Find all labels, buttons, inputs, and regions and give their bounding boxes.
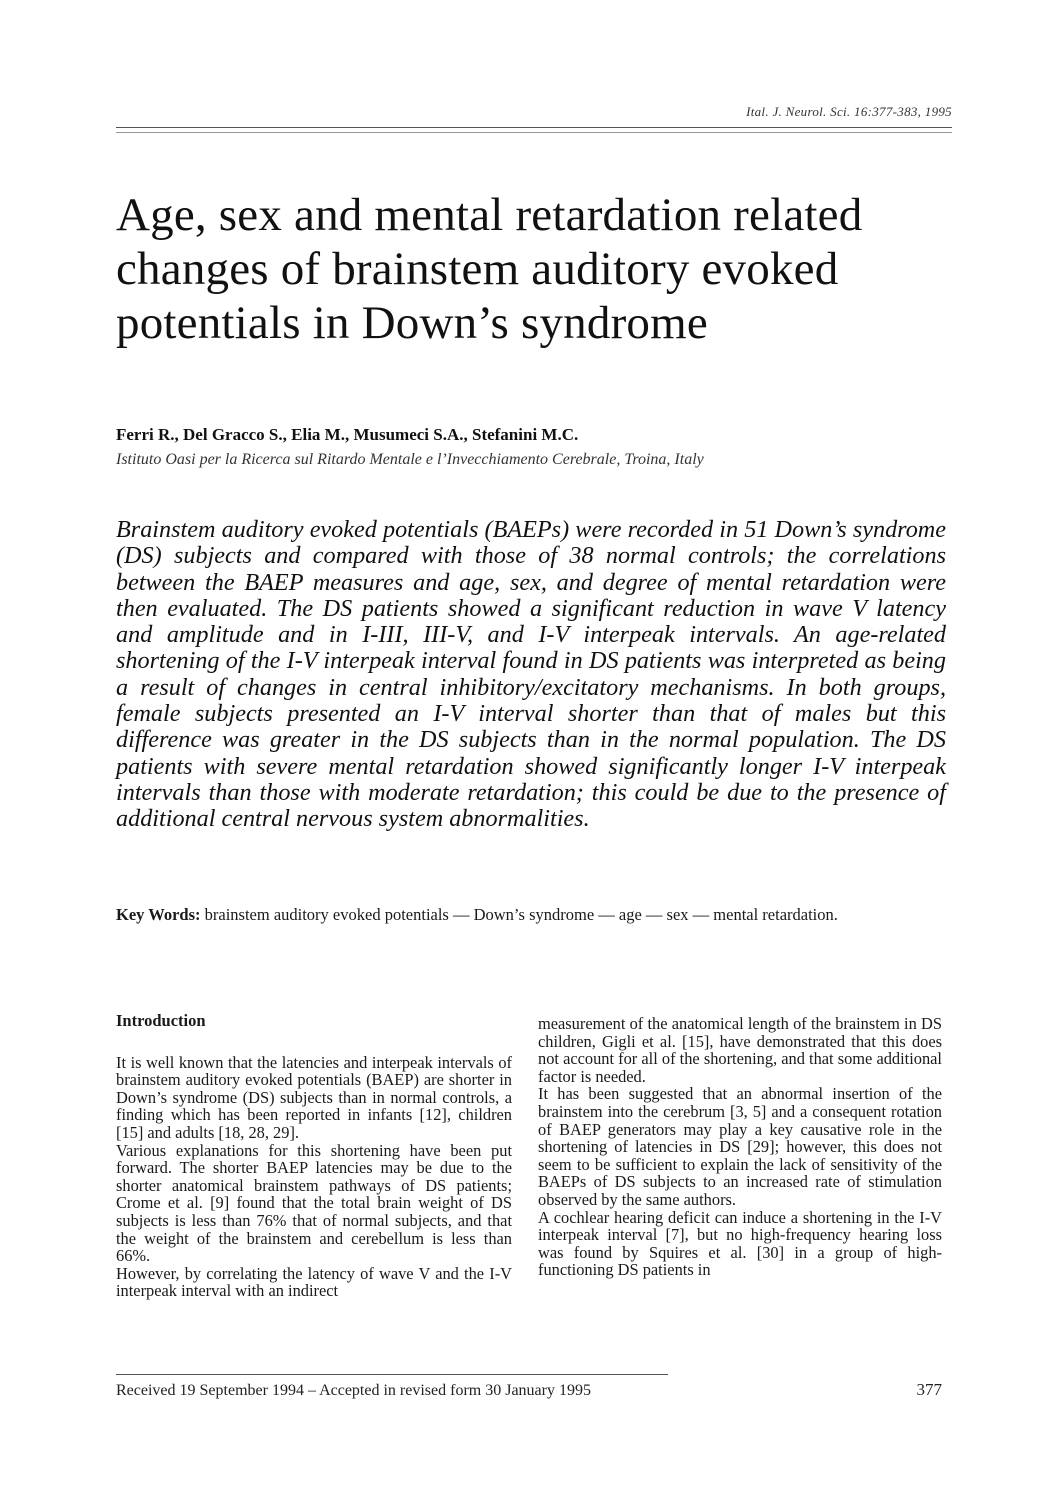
paragraph: measurement of the anatomical length of the brainstem in DS children, Gigli et al. [15], have demonstrated that this does not account for all of the shortening, and that some additional factor is needed. bbox=[538, 1014, 942, 1086]
paragraph: Various explanations for this shortening have been put forward. The shorter BAEP latencies may be due to the shorter anatomical brainstem pathways of DS patients; Crome et al. [9] found that the total brain weight of DS subjects is less than 76% that of normal subjects, and that the weight of the brainstem and cerebellum is less than 66%. bbox=[116, 1140, 512, 1266]
abstract: Brainstem auditory evoked potentials (BAEPs) were recorded in 51 Down’s syndrome (DS) subjects and compared with those of 38 normal controls; the correlations between the BAEP measures and age, sex, and degree of mental retardation were then evaluated. The DS patients showed a significant reduction in wave V latency and amplitude and in I-III, III-V, and I-V interpeak intervals. An age-related shortening of the I-V interpeak interval found in DS patients was interpreted as being a result of changes in central inhibitory/excitatory mechanisms. In both groups, female subjects presented an I-V interval shorter than that of males but this difference was greater in the DS subjects than in the normal population. The DS patients with severe mental retardation showed significantly longer I-V interpeak intervals than those with moderate retardation; this could be due to the presence of additional central nervous system abnormalities. bbox=[116, 516, 946, 833]
body-column-left bbox=[116, 1012, 512, 1300]
keywords-label: Key Words: bbox=[116, 905, 201, 924]
body-column-right bbox=[538, 1015, 942, 1279]
keywords-text: brainstem auditory evoked potentials — Down’s syndrome — age — sex — mental retardation. bbox=[200, 905, 838, 924]
author-list: Ferri R., Del Gracco S., Elia M., Musumeci S.A., Stefanini M.C. bbox=[116, 425, 579, 444]
paragraph: It has been suggested that an abnormal insertion of the brainstem into the cerebrum [3, 5] and a consequent rotation of BAEP generators may play a key causative role in the shortening of latencies in DS [29]; however, this does not seem to be sufficient to explain the lack of sensitivity of the BAEPs of DS subjects to an increased rate of stimulation observed by the same authors. bbox=[538, 1084, 942, 1209]
header-rule bbox=[116, 127, 952, 128]
header-rule-secondary bbox=[116, 132, 952, 133]
paragraph: However, by correlating the latency of wave V and the I-V interpeak interval with an indirect bbox=[116, 1263, 512, 1301]
footer-rule bbox=[116, 1374, 668, 1375]
author-affiliation: Istituto Oasi per la Ricerca sul Ritardo Mentale e l’Invecchiamento Cerebrale, Troina, Italy bbox=[116, 451, 704, 468]
keywords bbox=[116, 905, 946, 925]
journal-reference: Ital. J. Neurol. Sci. 16:377-383, 1995 bbox=[746, 104, 952, 119]
page-number: 377 bbox=[916, 1380, 942, 1399]
article-title: Age, sex and mental retardation related changes of brainstem auditory evoked potentials in Down’s syndrome bbox=[116, 189, 863, 349]
received-date-note: Received 19 September 1994 – Accepted in revised form 30 January 1995 bbox=[116, 1382, 591, 1399]
section-heading-introduction: Introduction bbox=[116, 1011, 206, 1030]
paragraph: A cochlear hearing deficit can induce a shortening in the I-V interpeak interval [7], but no high-frequency hearing loss was found by Squires et al. [30] in a group of high-functioning DS patients in bbox=[538, 1207, 942, 1280]
paragraph: It is well known that the latencies and interpeak intervals of brainstem auditory evoked potentials (BAEP) are shorter in Down’s syndrome (DS) subjects than in normal controls, a finding which has been reported in infants [12], children [15] and adults [18, 28, 29]. bbox=[116, 1052, 512, 1142]
